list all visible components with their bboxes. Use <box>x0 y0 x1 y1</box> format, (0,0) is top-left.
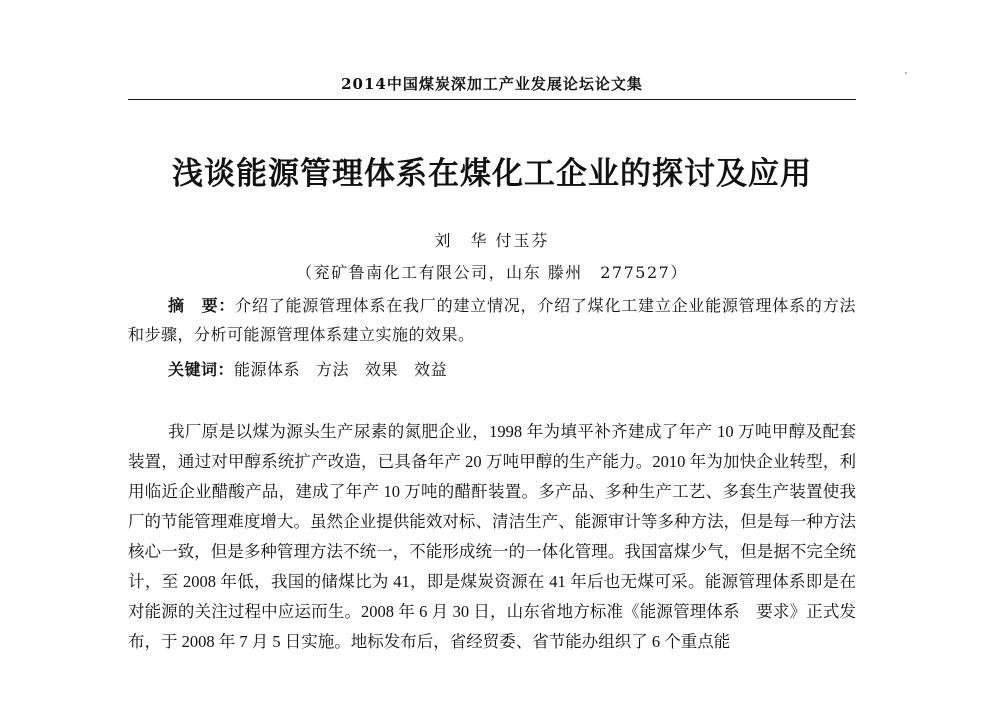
affiliation: （兖矿鲁南化工有限公司，山东 滕州 277527） <box>296 263 688 282</box>
authors: 刘 华 付玉芬 <box>434 231 550 250</box>
keyword-item: 方法 <box>316 360 350 379</box>
keyword-item: 效果 <box>365 360 399 379</box>
running-header: 2014中国煤炭深加工产业发展论坛论文集 <box>341 75 643 93</box>
scan-speck <box>905 72 907 74</box>
abstract-label: 摘 要： <box>168 296 236 315</box>
body-paragraph: 我厂原是以煤为源头生产尿素的氮肥企业，1998 年为填平补齐建成了年产 10 万吨甲醇及配套装置，通过对甲醇系统扩产改造，已具备年产 20 万吨甲醇的生产能力。2010 年为加快企业转型，利用临近企业醋酸产品，建成了年产 10 万吨的醋酐装置。多产品、多种生产工艺、多套生产装置使我厂的节能管理难度增大。虽然企业提供能效对标、清洁生产、能源审计等多种方法，但是每一种方法核心一致，但是多种管理方法不统一，不能形成统一的一体化管理。我国富煤少气，但是据不完全统计，至 2008 年低，我国的储煤比为 41，即是煤炭资源在 41 年后也无煤可采。能源管理体系即是在对能源的关注过程中应运而生。2008 年 6 月 30 日，山东省地方标准《能源管理体系 要求》正式发布，于 2008 年 7 月 5 日实施。地标发布后，省经贸委、省节能办组织了 6 个重点能 <box>128 422 856 651</box>
abstract-text: 介绍了能源管理体系在我厂的建立情况，介绍了煤化工建立企业能源管理体系的方法和步骤，分析可能源管理体系建立实施的效果。 <box>128 296 856 344</box>
keyword-item: 效益 <box>414 360 448 379</box>
abstract <box>128 291 856 349</box>
keywords-label: 关键词： <box>168 360 235 379</box>
header-rule <box>128 99 856 100</box>
keywords <box>168 357 856 380</box>
keyword-item: 能源体系 <box>234 360 301 379</box>
paper-title: 浅谈能源管理体系在煤化工企业的探讨及应用 <box>172 156 812 192</box>
